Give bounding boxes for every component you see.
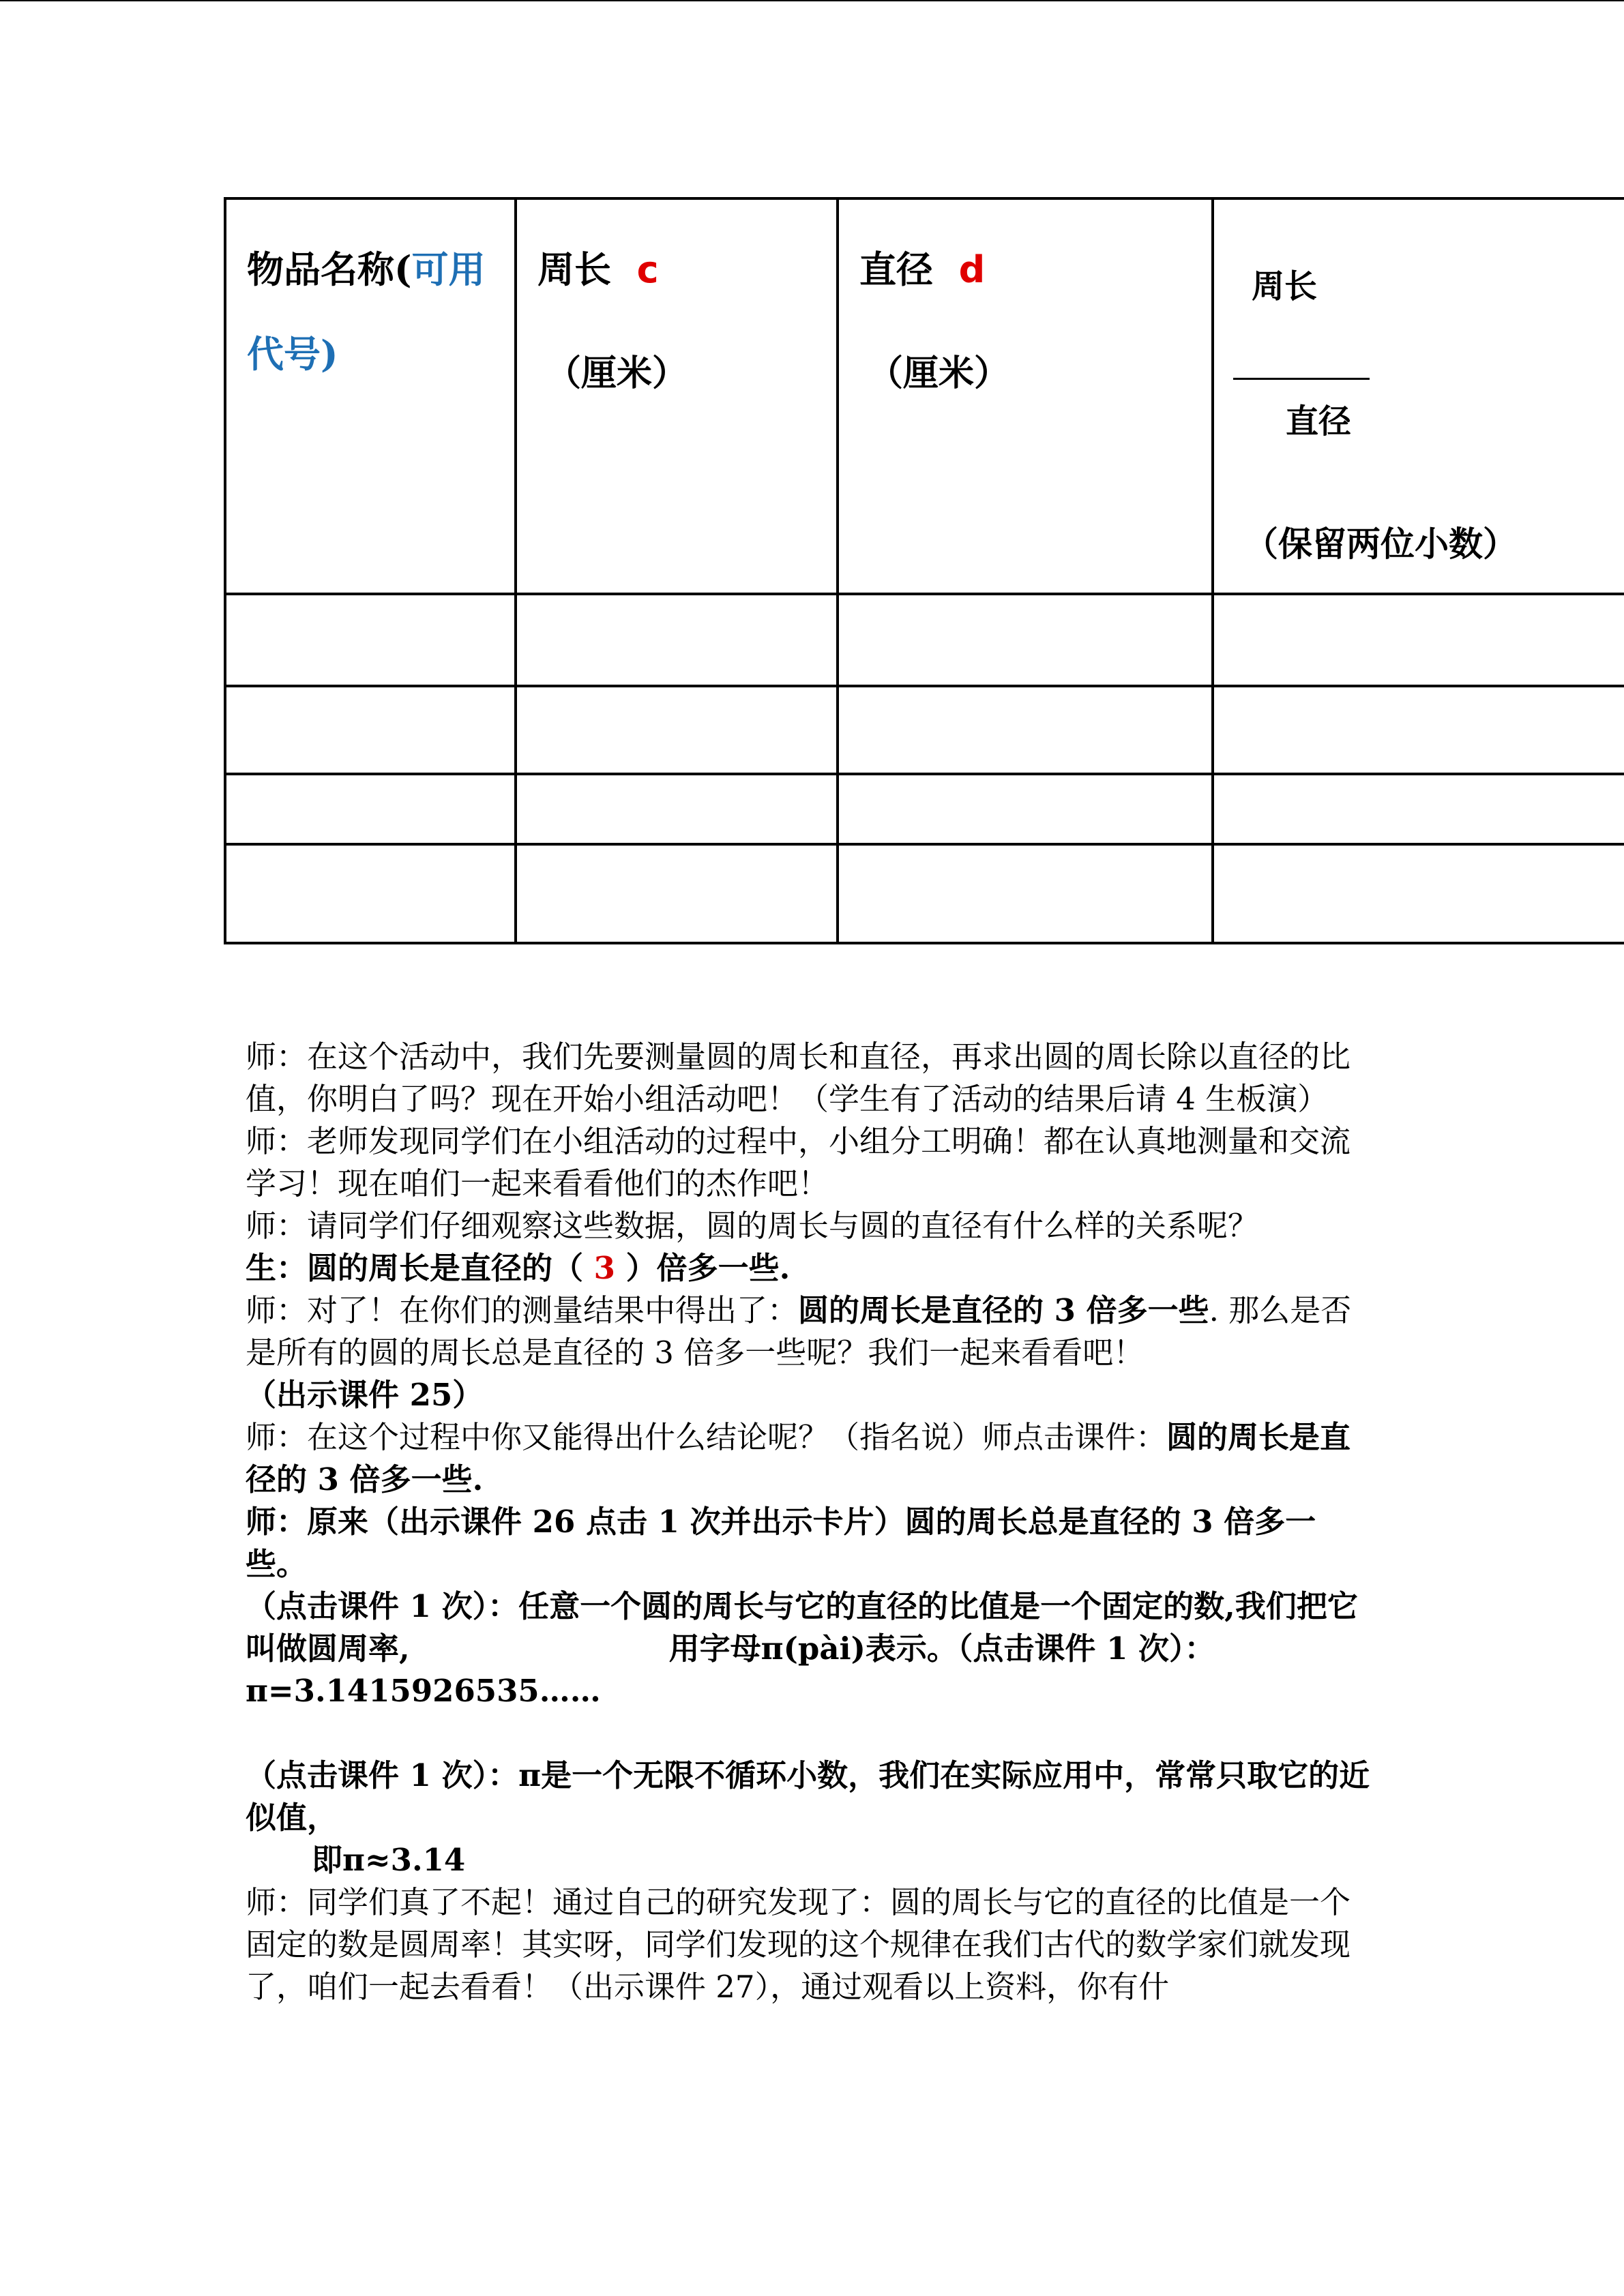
table-row — [225, 774, 1624, 844]
header-circumference-letter: c — [636, 248, 659, 291]
table-cell — [516, 774, 838, 844]
header-item-name-hint-2: 代号) — [247, 332, 338, 376]
header-diameter-letter: d — [958, 248, 986, 291]
fraction-line — [1233, 378, 1370, 380]
table-cell — [1213, 686, 1624, 774]
teacher-4-c: . 那么是否是所有的圆的周长总是直径的 3 倍多一些呢？我们一起来看看吧！ — [246, 1292, 1352, 1371]
ratio-note: （保留两位小数） — [1244, 524, 1517, 564]
table-cell — [838, 686, 1213, 774]
ratio-denominator: 直径 — [1286, 402, 1352, 441]
teacher-6-a: 师： — [246, 1504, 308, 1540]
table-cell — [1213, 844, 1624, 943]
header-ratio — [1213, 198, 1624, 594]
paragraph-pi-value: 即π≈3.14 — [312, 1842, 466, 1878]
table-cell — [516, 844, 838, 943]
paragraph-teacher-6 — [246, 1501, 1371, 1585]
student-answer-prefix: 生：圆的周长是直径的（ — [246, 1250, 594, 1286]
table-cell — [838, 774, 1213, 844]
paragraph-pi-definition — [246, 1585, 1371, 1712]
table-cell — [225, 844, 516, 943]
paragraph-teacher-5 — [246, 1416, 1371, 1501]
paragraph-teacher-7: 师：同学们真了不起！通过自己的研究发现了：圆的周长与它的直径的比值是一个固定的数是圆周率！其实呀，同学们发现的这个规律在我们古代的数学家们就发现了，咱们一起去看看！（出示课件 27），通过观看以上资料，你有什 — [246, 1884, 1351, 2005]
pi-definition-b: 用字母π(pài)表示。（点击课件 1 次）：π=3.1415926535…… — [246, 1630, 1215, 1709]
teacher-6-b: 原来（出示课件 26 点击 1 次并出示卡片）圆的周长总是直径的 3 倍多一些。 — [246, 1504, 1316, 1582]
teacher-4-a: 师：对了！在你们的测量结果中得出了： — [246, 1292, 799, 1328]
table-row — [225, 686, 1624, 774]
table-cell — [516, 594, 838, 686]
paragraph-teacher-3: 师：请同学们仔细观察这些数据，圆的周长与圆的直径有什么样的关系呢？ — [246, 1208, 1259, 1244]
table-cell — [516, 686, 838, 774]
table-cell — [838, 594, 1213, 686]
header-diameter-label: 直径 — [859, 248, 933, 291]
ratio-numerator: 周长 — [1252, 267, 1318, 305]
header-item-name-hint: 可用 — [411, 248, 486, 291]
teacher-5-a: 师：在这个过程中你又能得出什么结论呢？（指名说）师点击课件： — [246, 1419, 1167, 1455]
table-cell — [225, 774, 516, 844]
header-circumference — [516, 198, 838, 594]
paragraph-student-answer — [246, 1247, 1371, 1289]
top-rule — [0, 0, 1624, 1]
pi-definition-a: （点击课件 1 次）：任意一个圆的周长与它的直径的比值是一个固定的数,我们把它叫做圆周率, — [246, 1588, 1358, 1667]
table-header-row — [225, 198, 1624, 594]
header-item-name — [225, 198, 516, 594]
table-cell — [225, 686, 516, 774]
header-circumference-label: 周长 — [537, 248, 611, 291]
table-cell — [838, 844, 1213, 943]
paragraph-gap — [246, 1712, 1371, 1755]
teacher-4-b: 圆的周长是直径的 3 倍多一些 — [798, 1292, 1209, 1328]
paragraph-teacher-2: 师：老师发现同学们在小组活动的过程中，小组分工明确！都在认真地测量和交流学习！现在咱们一起来看看他们的杰作吧！ — [246, 1123, 1351, 1202]
student-answer-value: 3 — [593, 1250, 615, 1286]
paragraph-teacher-4 — [246, 1289, 1371, 1416]
teacher-4-d: （出示课件 25） — [246, 1377, 484, 1413]
table-cell — [1213, 594, 1624, 686]
lesson-text — [246, 1036, 1371, 2008]
measurement-table — [224, 197, 1624, 944]
table-row — [225, 594, 1624, 686]
header-diameter-unit: （厘米） — [868, 353, 1010, 394]
table-row — [225, 844, 1624, 943]
paragraph-pi-approx: （点击课件 1 次）：π是一个无限不循环小数，我们在实际应用中，常常只取它的近似值， — [246, 1757, 1370, 1836]
student-answer-suffix: ）倍多一些. — [615, 1250, 791, 1286]
table-cell — [1213, 774, 1624, 844]
paragraph-teacher-1: 师：在这个活动中，我们先要测量圆的周长和直径，再求出圆的周长除以直径的比值，你明白了吗？现在开始小组活动吧！（学生有了活动的结果后请 4 生板演） — [246, 1039, 1351, 1117]
teacher-5-b: 圆的周长是直径的 3 倍多一些. — [246, 1419, 1351, 1497]
table-cell — [225, 594, 516, 686]
header-diameter — [838, 198, 1213, 594]
header-item-name-label: 物品名称( — [247, 248, 412, 291]
header-circumference-unit: （厘米） — [546, 353, 688, 394]
